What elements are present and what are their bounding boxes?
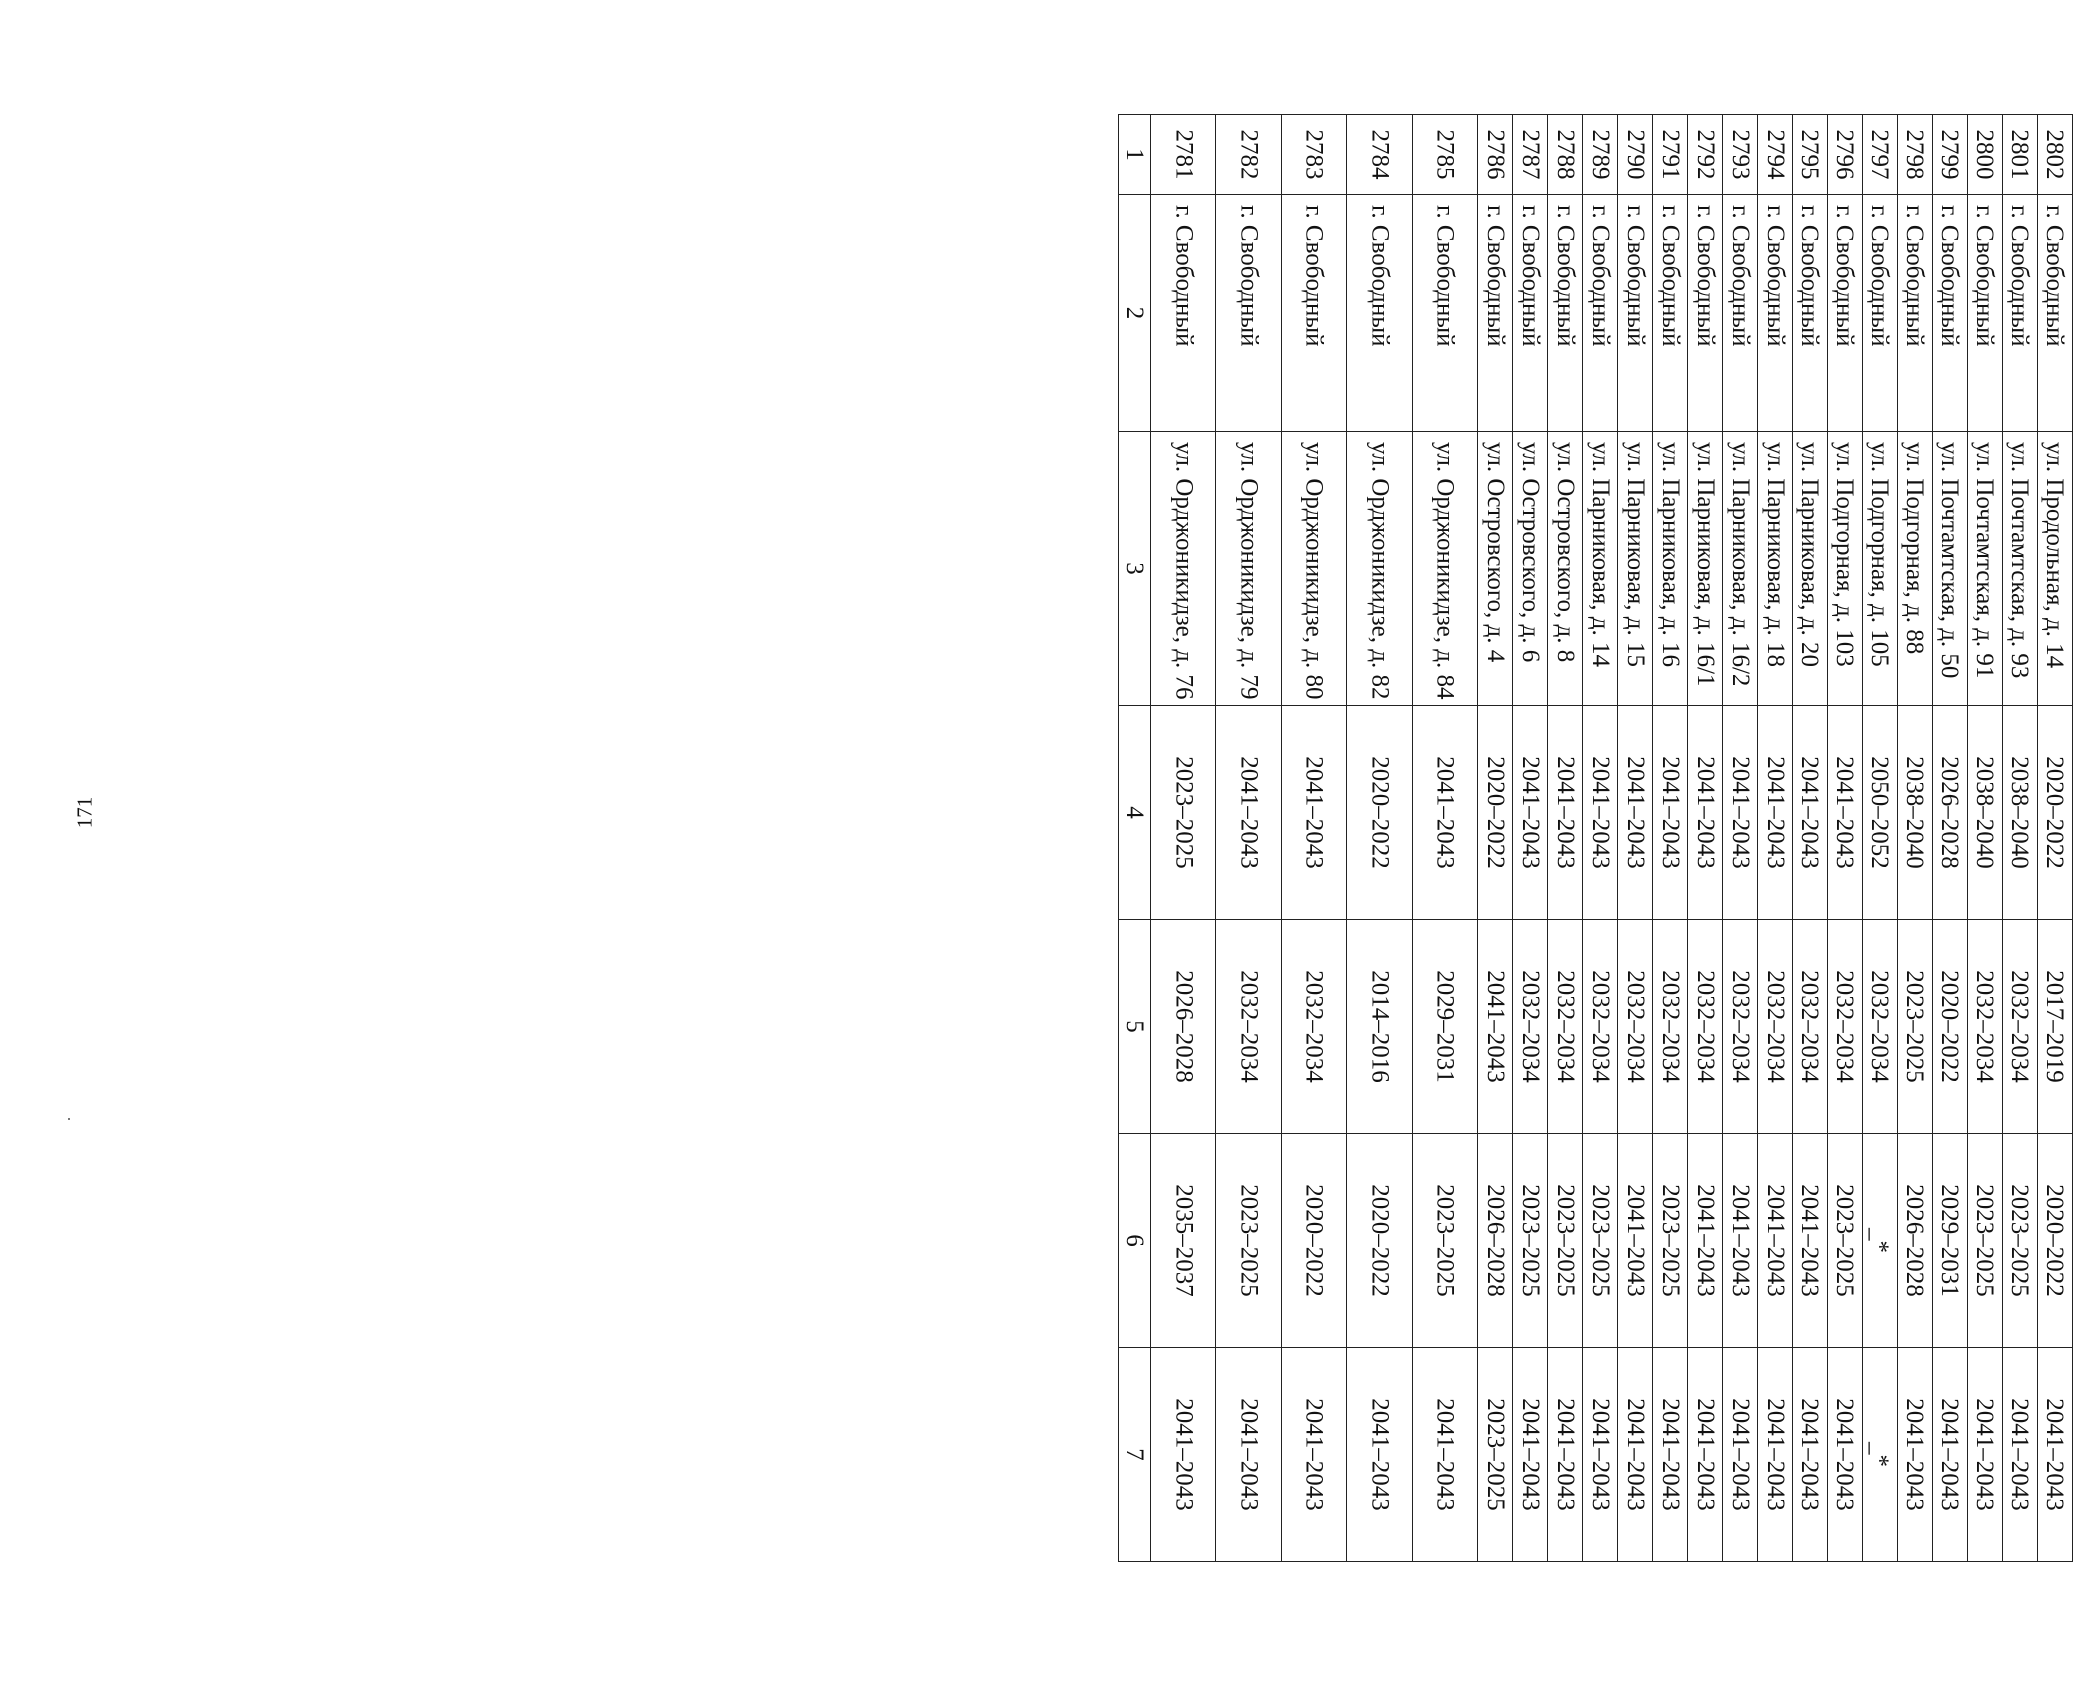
period-cell-col4: 2041–2043: [1653, 706, 1688, 920]
row-number-cell: 2796: [1827, 115, 1862, 195]
city-cell: г. Свободный: [1151, 195, 1216, 432]
city-cell: г. Свободный: [1653, 195, 1688, 432]
table-row: [1653, 115, 1688, 1562]
period-cell-col5: 2032–2034: [1827, 920, 1862, 1134]
column-header: 7: [1119, 1348, 1151, 1562]
period-cell-col4: 2020–2022: [2037, 706, 2072, 920]
row-number-cell: 2783: [1281, 115, 1346, 195]
city-cell: г. Свободный: [1412, 195, 1477, 432]
period-cell-col6: 2041–2043: [1758, 1134, 1793, 1348]
period-cell-col5: 2032–2034: [1967, 920, 2002, 1134]
table-row: [1758, 115, 1793, 1562]
city-cell: г. Свободный: [1347, 195, 1412, 432]
city-cell: г. Свободный: [1827, 195, 1862, 432]
period-cell-col4: 2041–2043: [1792, 706, 1827, 920]
address-cell: ул. Островского, д. 6: [1513, 432, 1548, 706]
period-cell-col5: 2032–2034: [1281, 920, 1346, 1134]
period-cell-col6: 2026–2028: [1897, 1134, 1932, 1348]
period-cell-col4: 2038–2040: [1967, 706, 2002, 920]
row-number-cell: 2793: [1723, 115, 1758, 195]
address-cell: ул. Подгорная, д. 105: [1862, 432, 1897, 706]
column-header: 1: [1119, 115, 1151, 195]
period-cell-col6: 2023–2025: [1513, 1134, 1548, 1348]
period-cell-col4: 2038–2040: [1897, 706, 1932, 920]
period-cell-col5: 2032–2034: [1618, 920, 1653, 1134]
period-cell-col6: 2041–2043: [1792, 1134, 1827, 1348]
period-cell-col6: 2020–2022: [1347, 1134, 1412, 1348]
period-cell-col6: 2026–2028: [1478, 1134, 1513, 1348]
period-cell-col7: 2041–2043: [1792, 1348, 1827, 1562]
address-cell: ул. Парниковая, д. 20: [1792, 432, 1827, 706]
row-number-cell: 2800: [1967, 115, 2002, 195]
period-cell-col6: 2041–2043: [1618, 1134, 1653, 1348]
city-cell: г. Свободный: [1583, 195, 1618, 432]
table-row: [1347, 115, 1412, 1562]
column-header: 2: [1119, 195, 1151, 432]
row-number-cell: 2785: [1412, 115, 1477, 195]
period-cell-col7: 2041–2043: [1618, 1348, 1653, 1562]
period-cell-col7: 2041–2043: [1897, 1348, 1932, 1562]
period-cell-col5: 2032–2034: [1688, 920, 1723, 1134]
city-cell: г. Свободный: [1862, 195, 1897, 432]
period-cell-col7: 2041–2043: [2037, 1348, 2072, 1562]
period-cell-col7: 2041–2043: [1412, 1348, 1477, 1562]
table-row: [1216, 115, 1281, 1562]
city-cell: г. Свободный: [1618, 195, 1653, 432]
city-cell: г. Свободный: [1897, 195, 1932, 432]
period-cell-col5: 2032–2034: [2002, 920, 2037, 1134]
period-cell-col6: 2020–2022: [2037, 1134, 2072, 1348]
scan-speck: [68, 1118, 70, 1120]
period-cell-col7: 2041–2043: [1548, 1348, 1583, 1562]
period-cell-col7: 2041–2043: [1967, 1348, 2002, 1562]
row-number-cell: 2790: [1618, 115, 1653, 195]
city-cell: г. Свободный: [1967, 195, 2002, 432]
period-cell-col4: 2041–2043: [1412, 706, 1477, 920]
period-cell-col6: 2023–2025: [1583, 1134, 1618, 1348]
period-cell-col7: 2023–2025: [1478, 1348, 1513, 1562]
period-cell-col4: 2026–2028: [1932, 706, 1967, 920]
city-cell: г. Свободный: [1932, 195, 1967, 432]
period-cell-col6: 2023–2025: [1548, 1134, 1583, 1348]
address-cell: ул. Парниковая, д. 18: [1758, 432, 1793, 706]
table-row: [1967, 115, 2002, 1562]
period-cell-col5: 2017–2019: [2037, 920, 2072, 1134]
period-cell-col7: 2041–2043: [1513, 1348, 1548, 1562]
period-cell-col6: 2023–2025: [1653, 1134, 1688, 1348]
table-row: [1513, 115, 1548, 1562]
address-cell: ул. Орджоникидзе, д. 76: [1151, 432, 1216, 706]
city-cell: г. Свободный: [1548, 195, 1583, 432]
address-cell: ул. Парниковая, д. 14: [1583, 432, 1618, 706]
period-cell-col7: 2041–2043: [1216, 1348, 1281, 1562]
address-cell: ул. Парниковая, д. 16: [1653, 432, 1688, 706]
period-cell-col4: 2041–2043: [1583, 706, 1618, 920]
period-cell-col6: 2023–2025: [1827, 1134, 1862, 1348]
table-row: [1583, 115, 1618, 1562]
period-cell-col4: 2050–2052: [1862, 706, 1897, 920]
table-row: [1548, 115, 1583, 1562]
row-number-cell: 2786: [1478, 115, 1513, 195]
city-cell: г. Свободный: [1281, 195, 1346, 432]
period-cell-col4: 2041–2043: [1216, 706, 1281, 920]
city-cell: г. Свободный: [2002, 195, 2037, 432]
period-cell-col5: 2032–2034: [1513, 920, 1548, 1134]
row-number-cell: 2798: [1897, 115, 1932, 195]
table-row: [1792, 115, 1827, 1562]
table-row: [2037, 115, 2072, 1562]
period-cell-col5: 2029–2031: [1412, 920, 1477, 1134]
period-cell-col4: 2041–2043: [1827, 706, 1862, 920]
column-header: 3: [1119, 432, 1151, 706]
column-header: 5: [1119, 920, 1151, 1134]
city-cell: г. Свободный: [1792, 195, 1827, 432]
period-cell-col5: 2023–2025: [1897, 920, 1932, 1134]
row-number-cell: 2795: [1792, 115, 1827, 195]
table-row: [1618, 115, 1653, 1562]
period-cell-col7: 2041–2043: [1583, 1348, 1618, 1562]
address-cell: ул. Орджоникидзе, д. 84: [1412, 432, 1477, 706]
period-cell-col4: 2038–2040: [2002, 706, 2037, 920]
city-cell: г. Свободный: [2037, 195, 2072, 432]
period-cell-col6: 2041–2043: [1688, 1134, 1723, 1348]
table-row: [1897, 115, 1932, 1562]
address-cell: ул. Почтамтская, д. 93: [2002, 432, 2037, 706]
row-number-cell: 2788: [1548, 115, 1583, 195]
address-cell: ул. Орджоникидзе, д. 80: [1281, 432, 1346, 706]
column-header: 4: [1119, 706, 1151, 920]
table-row: [1151, 115, 1216, 1562]
table-row: [1412, 115, 1477, 1562]
period-cell-col6: 2041–2043: [1723, 1134, 1758, 1348]
city-cell: г. Свободный: [1723, 195, 1758, 432]
address-cell: ул. Островского, д. 8: [1548, 432, 1583, 706]
address-cell: ул. Почтамтская, д. 50: [1932, 432, 1967, 706]
city-cell: г. Свободный: [1758, 195, 1793, 432]
period-cell-col5: 2014–2016: [1347, 920, 1412, 1134]
period-cell-col4: 2041–2043: [1513, 706, 1548, 920]
period-cell-col4: 2041–2043: [1758, 706, 1793, 920]
period-cell-col6: 2029–2031: [1932, 1134, 1967, 1348]
period-cell-col5: 2026–2028: [1151, 920, 1216, 1134]
period-cell-col6: 2023–2025: [2002, 1134, 2037, 1348]
period-cell-col7: 2041–2043: [1758, 1348, 1793, 1562]
period-cell-col4: 2041–2043: [1723, 706, 1758, 920]
period-cell-col6: _*: [1862, 1134, 1897, 1348]
address-cell: ул. Орджоникидзе, д. 79: [1216, 432, 1281, 706]
table-body: [1151, 115, 2073, 1562]
period-cell-col6: 2035–2037: [1151, 1134, 1216, 1348]
period-cell-col6: 2020–2022: [1281, 1134, 1346, 1348]
row-number-cell: 2781: [1151, 115, 1216, 195]
row-number-cell: 2792: [1688, 115, 1723, 195]
table-row: [1723, 115, 1758, 1562]
address-cell: ул. Подгорная, д. 103: [1827, 432, 1862, 706]
table-row: [1281, 115, 1346, 1562]
period-cell-col7: 2041–2043: [1347, 1348, 1412, 1562]
table-row: [1932, 115, 1967, 1562]
period-cell-col5: 2032–2034: [1216, 920, 1281, 1134]
period-cell-col5: 2041–2043: [1478, 920, 1513, 1134]
period-cell-col6: 2023–2025: [1216, 1134, 1281, 1348]
period-cell-col5: 2032–2034: [1792, 920, 1827, 1134]
row-number-cell: 2789: [1583, 115, 1618, 195]
city-cell: г. Свободный: [1513, 195, 1548, 432]
period-cell-col4: 2020–2022: [1478, 706, 1513, 920]
address-cell: ул. Подгорная, д. 88: [1897, 432, 1932, 706]
period-cell-col4: 2020–2022: [1347, 706, 1412, 920]
period-cell-col7: 2041–2043: [2002, 1348, 2037, 1562]
table-row: [1827, 115, 1862, 1562]
header-row: [1119, 115, 1151, 1562]
column-header: 6: [1119, 1134, 1151, 1348]
period-cell-col5: 2032–2034: [1862, 920, 1897, 1134]
period-cell-col7: 2041–2043: [1653, 1348, 1688, 1562]
address-cell: ул. Островского, д. 4: [1478, 432, 1513, 706]
period-cell-col7: 2041–2043: [1827, 1348, 1862, 1562]
period-cell-col4: 2041–2043: [1618, 706, 1653, 920]
row-number-cell: 2782: [1216, 115, 1281, 195]
row-number-cell: 2797: [1862, 115, 1897, 195]
address-cell: ул. Парниковая, д. 15: [1618, 432, 1653, 706]
table-row: [1862, 115, 1897, 1562]
row-number-cell: 2784: [1347, 115, 1412, 195]
table-row: [1688, 115, 1723, 1562]
period-cell-col5: 2032–2034: [1653, 920, 1688, 1134]
period-cell-col7: 2041–2043: [1281, 1348, 1346, 1562]
period-cell-col7: 2041–2043: [1932, 1348, 1967, 1562]
period-cell-col7: _*: [1862, 1348, 1897, 1562]
row-number-cell: 2802: [2037, 115, 2072, 195]
period-cell-col4: 2041–2043: [1281, 706, 1346, 920]
period-cell-col7: 2041–2043: [1151, 1348, 1216, 1562]
address-cell: ул. Парниковая, д. 16/1: [1688, 432, 1723, 706]
table-row: [2002, 115, 2037, 1562]
address-cell: ул. Продольная, д. 14: [2037, 432, 2072, 706]
period-cell-col5: 2020–2022: [1932, 920, 1967, 1134]
period-cell-col4: 2041–2043: [1548, 706, 1583, 920]
period-cell-col4: 2023–2025: [1151, 706, 1216, 920]
address-cell: ул. Почтамтская, д. 91: [1967, 432, 2002, 706]
city-cell: г. Свободный: [1216, 195, 1281, 432]
period-cell-col5: 2032–2034: [1548, 920, 1583, 1134]
period-cell-col5: 2032–2034: [1723, 920, 1758, 1134]
row-number-cell: 2794: [1758, 115, 1793, 195]
period-cell-col7: 2041–2043: [1723, 1348, 1758, 1562]
row-number-cell: 2799: [1932, 115, 1967, 195]
period-cell-col6: 2023–2025: [1412, 1134, 1477, 1348]
row-number-cell: 2787: [1513, 115, 1548, 195]
row-number-cell: 2801: [2002, 115, 2037, 195]
rotated-table-container: [1118, 114, 2073, 1561]
period-cell-col4: 2041–2043: [1688, 706, 1723, 920]
row-number-cell: 2791: [1653, 115, 1688, 195]
address-cell: ул. Орджоникидзе, д. 82: [1347, 432, 1412, 706]
period-cell-col5: 2032–2034: [1758, 920, 1793, 1134]
period-cell-col7: 2041–2043: [1688, 1348, 1723, 1562]
page-number: 171: [72, 796, 97, 829]
address-cell: ул. Парниковая, д. 16/2: [1723, 432, 1758, 706]
data-table: [1118, 114, 2073, 1562]
table-row: [1478, 115, 1513, 1562]
city-cell: г. Свободный: [1478, 195, 1513, 432]
period-cell-col5: 2032–2034: [1583, 920, 1618, 1134]
period-cell-col6: 2023–2025: [1967, 1134, 2002, 1348]
city-cell: г. Свободный: [1688, 195, 1723, 432]
